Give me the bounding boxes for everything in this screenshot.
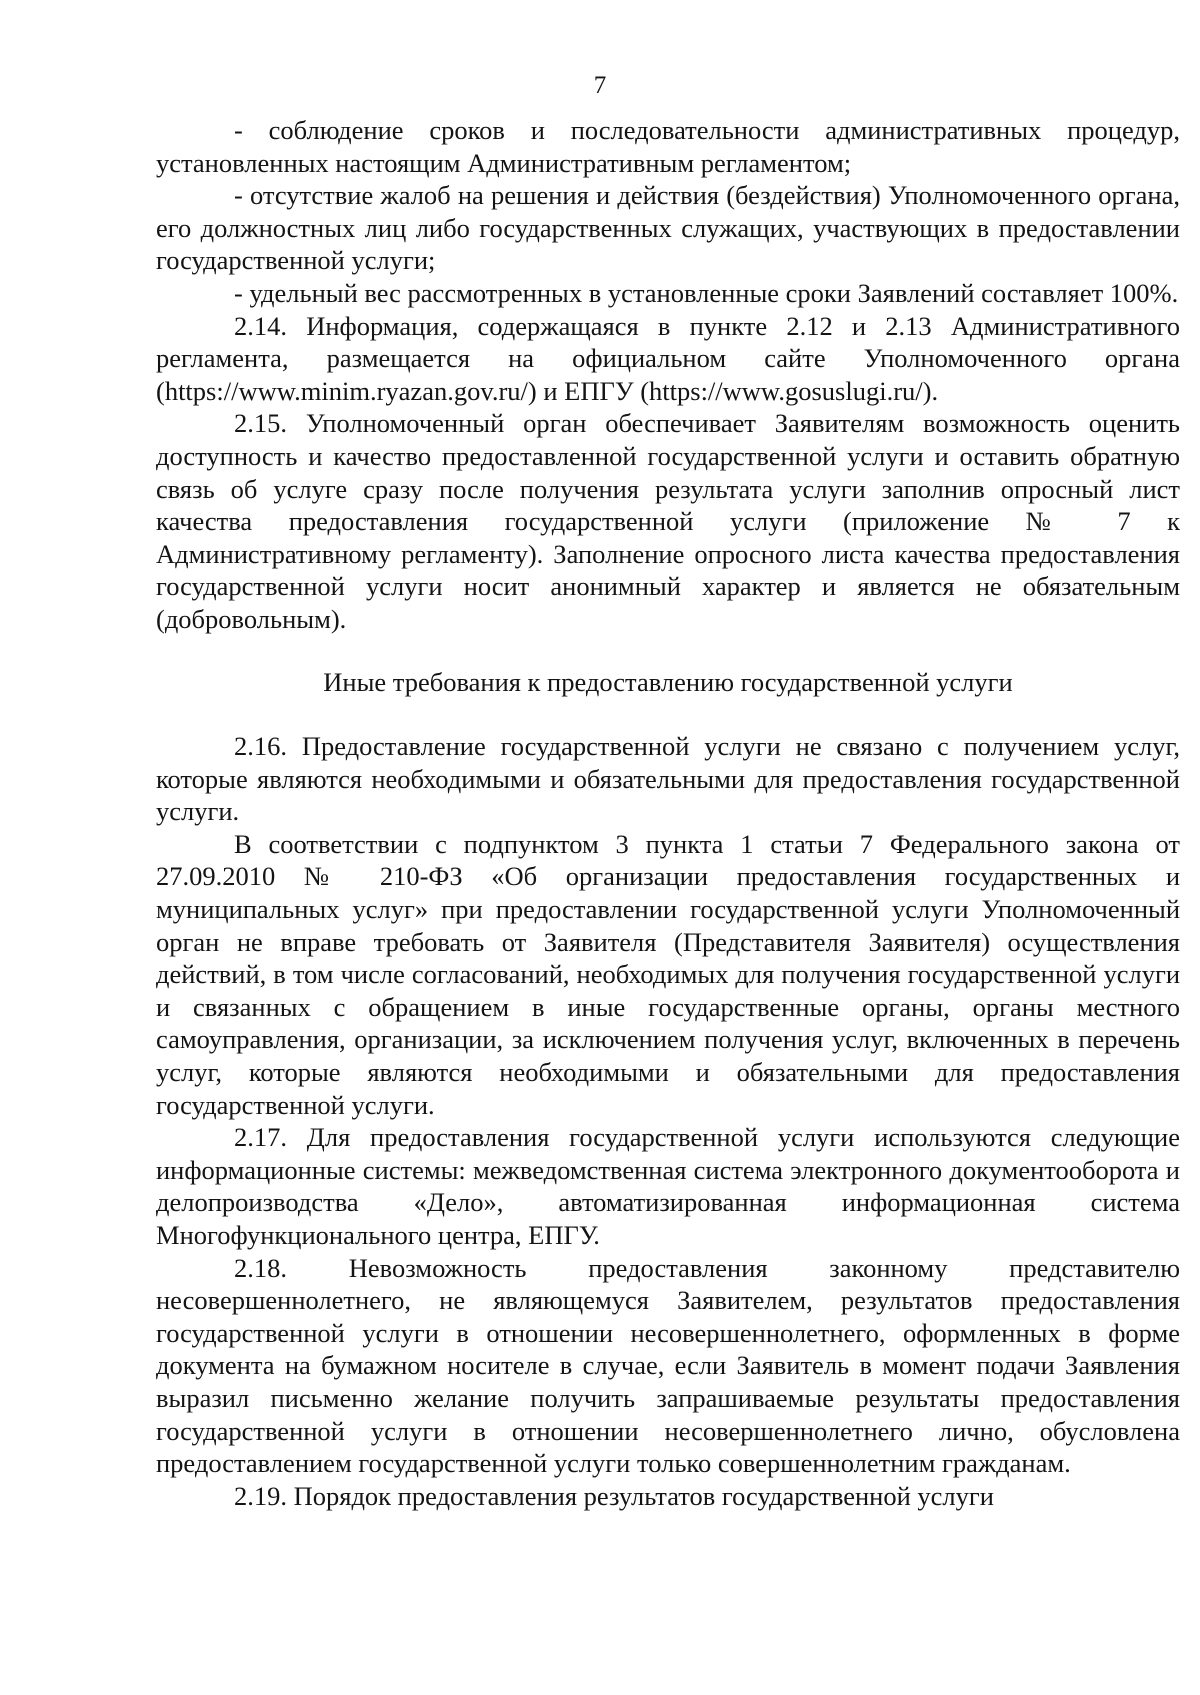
- paragraph-no-complaints: - отсутствие жалоб на решения и действия (бездействия) Уполномоченного органа, его должностных лиц либо государственных служащих, участвующих в предоставлении государственной услуги;: [156, 180, 1180, 276]
- paragraph-federal-law: В соответствии с подпунктом 3 пункта 1 статьи 7 Федерального закона от 27.09.2010 № 210-ФЗ «Об организации предоставления государственных и муниципальных услуг» при предоставлении государственной услуги Уполномоченный орган не вправе требовать от Заявителя (Представителя Заявителя) осуществления действий, в том числе согласований, необходимых для получения государственной услуги и связанных с обращением в иные государственные органы, органы местного самоуправления, организации, за исключением получения услуг, включенных в перечень услуг, которые являются необходимыми и обязательными для предоставления государственной услуги.: [156, 828, 1180, 1120]
- paragraph-2-18: 2.18. Невозможность предоставления законному представителю несовершеннолетнего, не являющемуся Заявителем, результатов предоставления государственной услуги в отношении несовершеннолетнего, оформленных в форме документа на бумажном носителе в случае, если Заявитель в момент подачи Заявления выразил письменно желание получить запрашиваемые результаты предоставления государственной услуги в отношении несовершеннолетнего лично, обусловлена предоставлением государственной услуги только совершеннолетним гражданам.: [156, 1252, 1180, 1479]
- paragraph-2-14: 2.14. Информация, содержащаяся в пункте 2.12 и 2.13 Административного регламента, размещается на официальном сайте Уполномоченного органа (https://www.minim.ryazan.gov.ru/) и ЕПГУ (https://www.gosuslugi.ru/).: [156, 310, 1180, 406]
- section-heading: Иные требования к предоставлению государственной услуги: [323, 666, 1013, 697]
- paragraph-2-17: 2.17. Для предоставления государственной услуги используются следующие информационные системы: межведомственная система электронного документооборота и делопроизводства «Дело», автоматизированная информационная система Многофункционального центра, ЕПГУ.: [156, 1122, 1180, 1250]
- document-body: [156, 114, 1180, 1512]
- page-number: 7: [593, 72, 607, 99]
- paragraph-2-15: 2.15. Уполномоченный орган обеспечивает Заявителям возможность оценить доступность и качество предоставленной государственной услуги и оставить обратную связь об услуге сразу после получения результата услуги заполнив опросный лист качества предоставления государственной услуги (приложение № 7 к Административному регламенту). Заполнение опросного листа качества предоставления государственной услуги носит анонимный характер и является не обязательным (добровольным).: [156, 408, 1180, 634]
- paragraph-2-16: 2.16. Предоставление государственной услуги не связано с получением услуг, которые являются необходимыми и обязательными для предоставления государственной услуги.: [156, 731, 1180, 827]
- paragraph-2-19: 2.19. Порядок предоставления результатов государственной услуги: [234, 1480, 994, 1511]
- paragraph-deadlines: - соблюдение сроков и последовательности административных процедур, установленных настоящим Административным регламентом;: [156, 115, 1180, 178]
- paragraph-share-of-applications: - удельный вес рассмотренных в установленные сроки Заявлений составляет 100%.: [234, 277, 1179, 308]
